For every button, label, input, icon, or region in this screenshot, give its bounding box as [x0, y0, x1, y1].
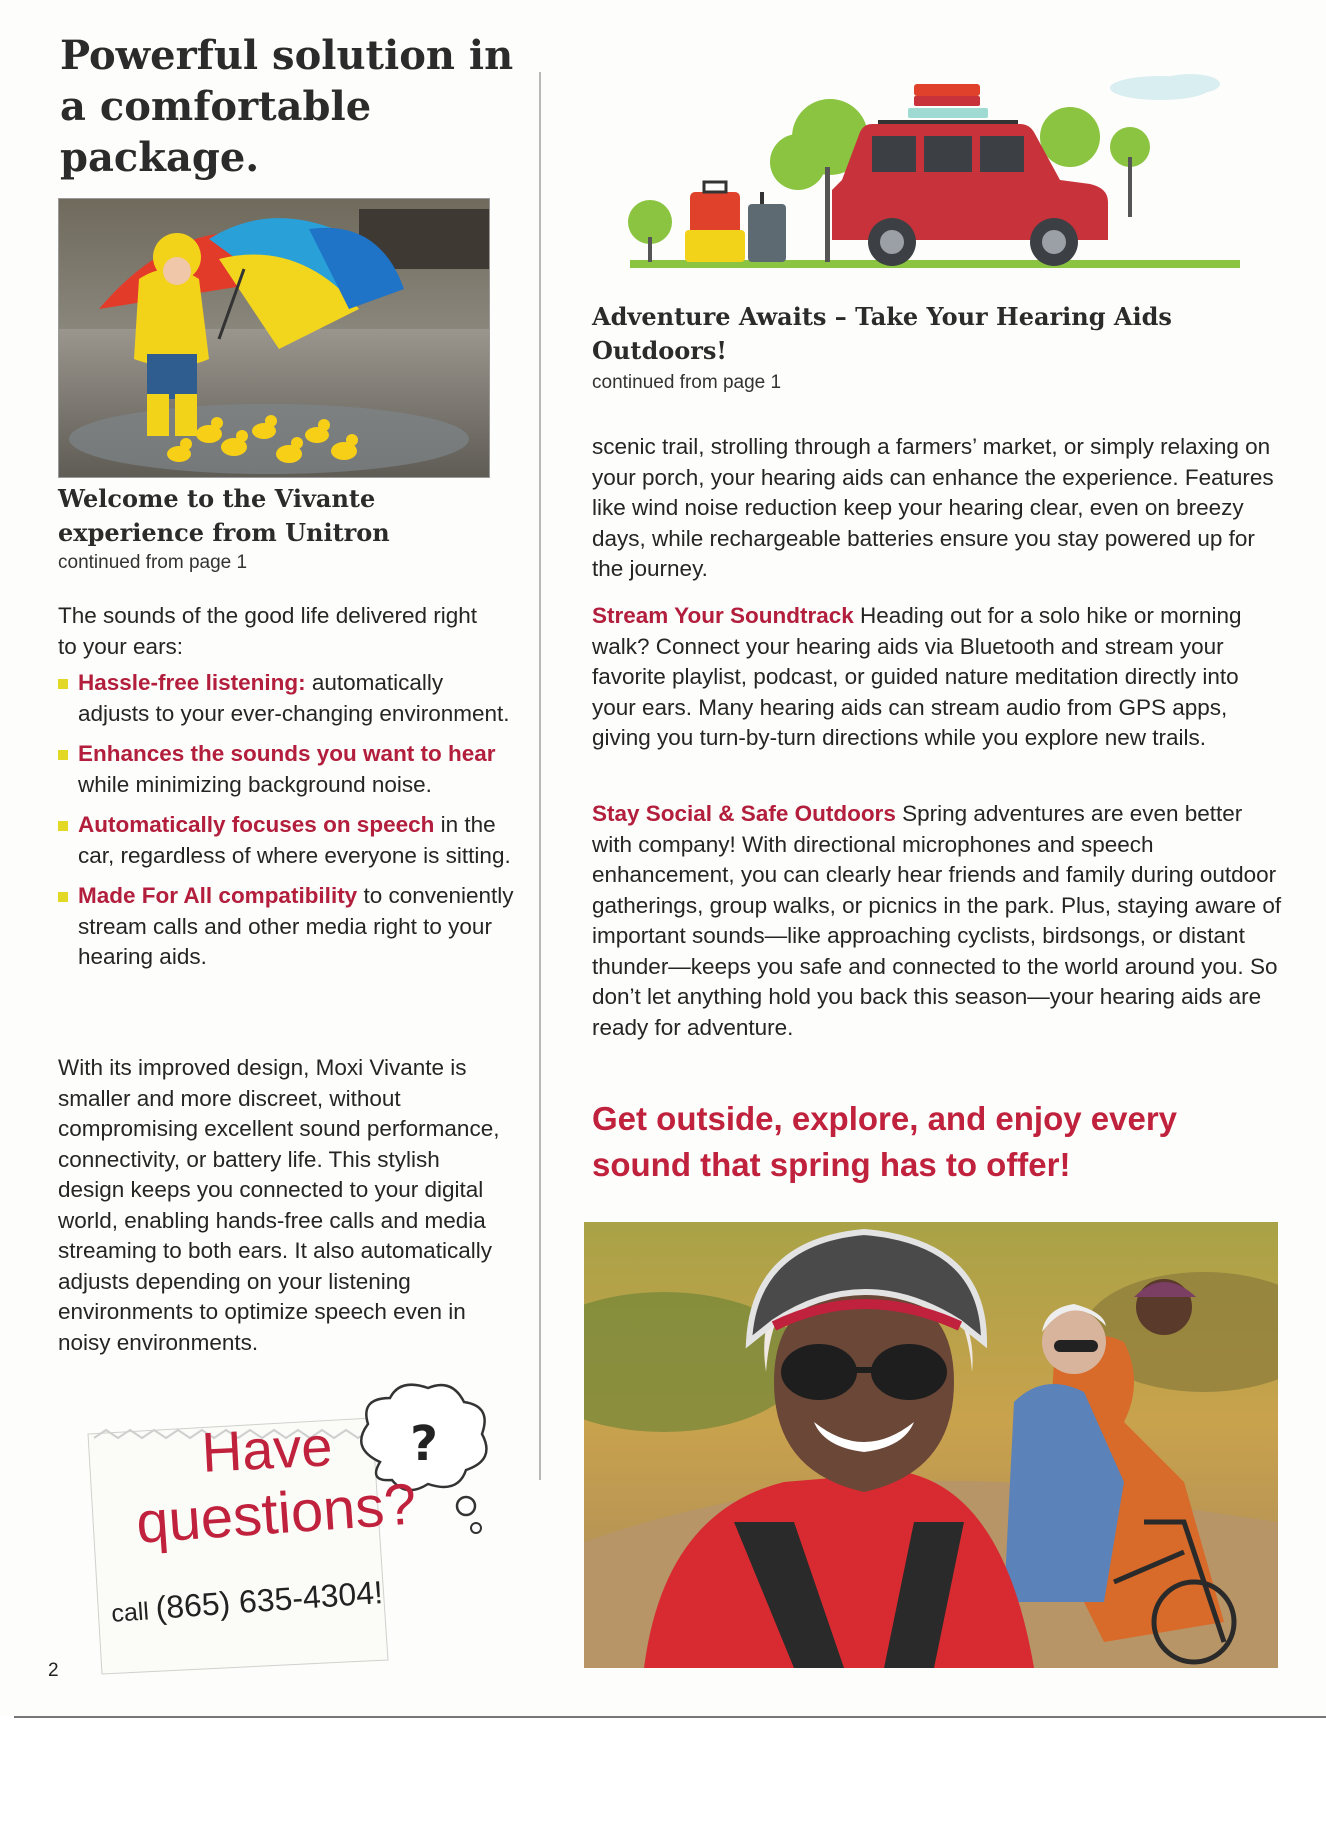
- stay-social-heading: Stay Social & Safe Outdoors: [592, 801, 896, 826]
- adventure-heading: Adventure Awaits – Take Your Hearing Aids Outdoors!: [592, 302, 1172, 365]
- list-item: Enhances the sounds you want to hear while minimizing background noise.: [58, 739, 518, 800]
- list-item: Hassle-free listening: automatically adjusts to your ever-changing environment.: [58, 668, 518, 729]
- list-item: Made For All compatibility to conveniently stream calls and other media right to your hearing aids.: [58, 881, 518, 973]
- child-umbrella-photo: [58, 198, 490, 478]
- page-number: 2: [48, 1660, 59, 1681]
- welcome-heading: Welcome to the Vivante experience from Unitron: [58, 484, 390, 547]
- welcome-continued-note: continued from page 1: [58, 552, 248, 573]
- car-travel-illustration: [620, 62, 1260, 272]
- have-text: Have: [200, 1414, 334, 1484]
- bullet-square-icon: [58, 750, 68, 760]
- bullet-square-icon: [58, 892, 68, 902]
- questions-text: questions?: [134, 1471, 419, 1556]
- stream-soundtrack-heading: Stream Your Soundtrack: [592, 603, 854, 628]
- question-mark-icon: ?: [410, 1416, 438, 1472]
- list-item: Automatically focuses on speech in the car, regardless of where everyone is sitting.: [58, 810, 518, 871]
- stream-soundtrack-paragraph: Stream Your Soundtrack Heading out for a solo hike or morning walk? Connect your hearing aids via Bluetooth and stream your favorite playlist, podcast, or guided nature meditation directly into your ears. Many hearing aids can stream audio from GPS apps, giving you turn-by-turn directions while you explore new trails.: [592, 603, 1242, 750]
- phone-number: (865) 635-4304!: [154, 1574, 385, 1626]
- closing-tagline: Get outside, explore, and enjoy every sound that spring has to offer!: [592, 1100, 1178, 1183]
- page-bottom-rule: [14, 1716, 1326, 1718]
- adventure-paragraph: scenic trail, strolling through a farmers’ market, or simply relaxing on your porch, your hearing aids can enhance the experience. Features like wind noise reduction keep your hearing clear, even on breezy days, while rechargeable batteries ensure you stay powered up for the journey.: [592, 434, 1274, 581]
- feature-list: [58, 668, 518, 983]
- stay-social-paragraph: Stay Social & Safe Outdoors Spring adventures are even better with company! With directional microphones and speech enhancement, you can clearly hear friends and family during outdoor gatherings, group walks, or picnics in the park. Plus, staying aware of important sounds—like approaching cyclists, birdsongs, or distant thunder—keeps you safe and connected to the world around you. So don’t let anything hold you back this season—your hearing aids are ready for adventure.: [592, 801, 1282, 1040]
- adventure-continued-note: continued from page 1: [592, 372, 782, 393]
- closing-paragraph: With its improved design, Moxi Vivante is smaller and more discreet, without compromising excellent sound performance, connectivity, or battery life. This stylish design keeps you connected to your digital world, enabling hands-free calls and media streaming to both ears. It also automatically adjusts depending on your listening environments to optimize speech even in noisy environments.: [58, 1055, 500, 1355]
- bullet-square-icon: [58, 821, 68, 831]
- bullet-square-icon: [58, 679, 68, 689]
- have-questions-card: [80, 1378, 500, 1678]
- column-divider: [539, 72, 541, 1480]
- call-label: call: [110, 1596, 157, 1628]
- page-title: Powerful solution in a comfortable package.: [60, 32, 514, 181]
- cyclists-photo: [584, 1222, 1278, 1668]
- intro-paragraph: The sounds of the good life delivered right to your ears:: [58, 603, 478, 659]
